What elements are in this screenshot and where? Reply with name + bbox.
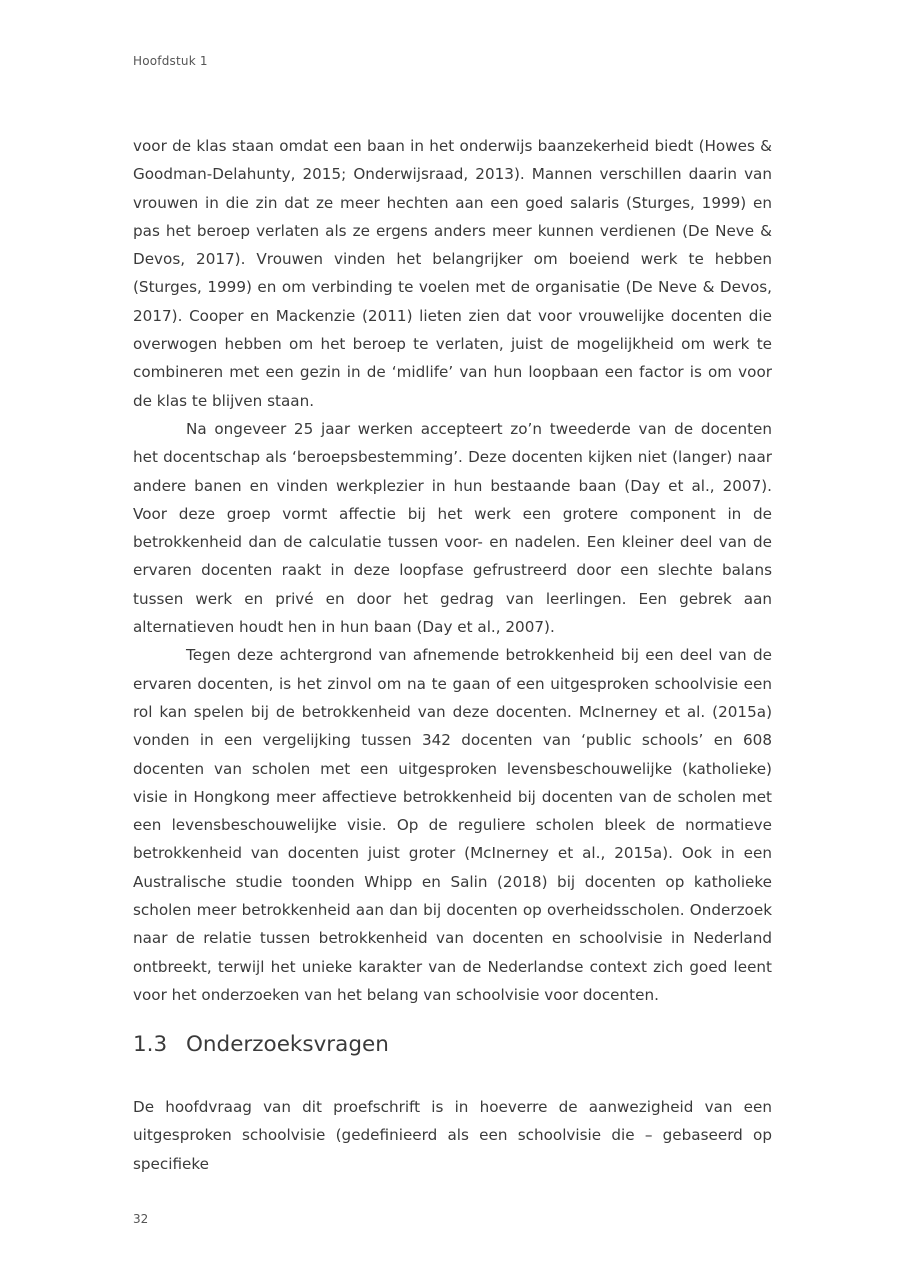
body-text xyxy=(133,132,772,1009)
section-title: Onderzoeksvragen xyxy=(186,1032,389,1057)
paragraph-2: Na ongeveer 25 jaar werken accepteert zo’n tweederde van de docenten het docentschap als ‘beroepsbestemming’. Deze docenten kijken niet (langer) naar andere banen en vinden werkplezier in hun bestaande baan (Day et al., 2007). Voor deze groep vormt affectie bij het werk een grotere component in de betrokkenheid dan de calculatie tussen voor- en nadelen. Een kleiner deel van de ervaren docenten raakt in deze loopfase gefrustreerd door een slechte balans tussen werk en privé en door het gedrag van leerlingen. Een gebrek aan alternatieven houdt hen in hun baan (Day et al., 2007). xyxy=(133,419,772,637)
section-heading xyxy=(133,1032,772,1057)
section-paragraph: De hoofdvraag van dit proefschrift is in hoeverre de aanwezigheid van een uitgesproken schoolvisie (gedefinieerd als een schoolvisie die – gebaseerd op specifieke xyxy=(133,1098,772,1173)
page-number: 32 xyxy=(133,1212,149,1226)
paragraph-3: Tegen deze achtergrond van afnemende betrokkenheid bij een deel van de ervaren docenten, is het zinvol om na te gaan of een uitgesproken schoolvisie een rol kan spelen bij de betrokkenheid van deze docenten. McInerney et al. (2015a) vonden in een vergelijking tussen 342 docenten van ‘public schools’ en 608 docenten van scholen met een uitgesproken levensbeschouwelijke (katholieke) visie in Hongkong meer affectieve betrokkenheid bij docenten van de scholen met een levensbeschouwelijke visie. Op de reguliere scholen bleek de normatieve betrokkenheid van docenten juist groter (McInerney et al., 2015a). Ook in een Australische studie toonden Whipp en Salin (2018) bij docenten op katholieke scholen meer betrokkenheid aan dan bij docenten op overheidsscholen. Onderzoek naar de relatie tussen betrokkenheid van docenten en schoolvisie in Nederland ontbreekt, terwijl het unieke karakter van de Nederlandse context zich goed leent voor het onderzoeken van het belang van schoolvisie voor docenten. xyxy=(133,646,772,1004)
section-number: 1.3 xyxy=(133,1032,168,1057)
section-body xyxy=(133,1093,772,1178)
running-head: Hoofdstuk 1 xyxy=(133,54,208,68)
paragraph-1: voor de klas staan omdat een baan in het onderwijs baanzekerheid biedt (Howes & Goodman-Delahunty, 2015; Onderwijsraad, 2013). Mannen verschillen daarin van vrouwen in die zin dat ze meer hechten aan een goed salaris (Sturges, 1999) en pas het beroep verlaten als ze ergens anders meer kunnen verdienen (De Neve & Devos, 2017). Vrouwen vinden het belangrijker om boeiend werk te hebben (Sturges, 1999) en om verbinding te voelen met de organisatie (De Neve & Devos, 2017). Cooper en Mackenzie (2011) lieten zien dat voor vrouwelijke docenten die overwogen hebben om het beroep te verlaten, juist de mogelijkheid om werk te combineren met een gezin in de ‘midlife’ van hun loopbaan een factor is om voor de klas te blijven staan. xyxy=(133,137,772,410)
